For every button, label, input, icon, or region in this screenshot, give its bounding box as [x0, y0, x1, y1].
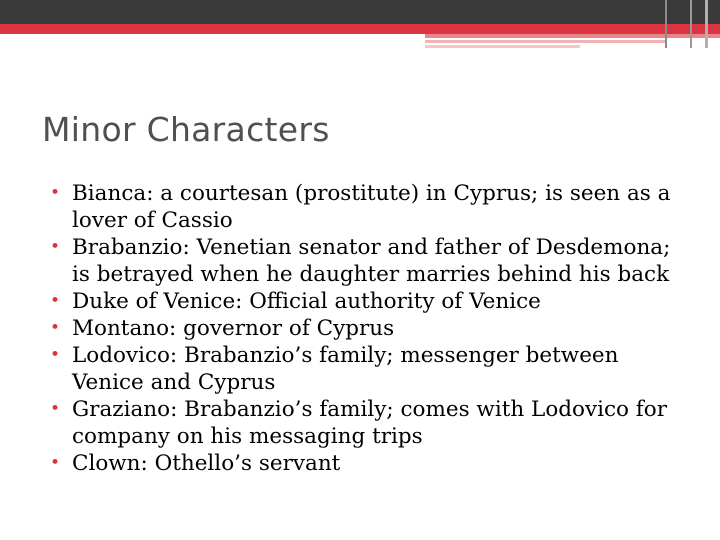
- bullet-text: Clown: Othello’s servant: [72, 451, 341, 476]
- bullet-dot-icon: •: [50, 237, 61, 257]
- bullet-text: Graziano: Brabanzio’s family; comes with Lodovico for company on his messaging trips: [72, 397, 667, 449]
- header-deco-bar: [690, 0, 692, 48]
- bullet-item: [44, 342, 694, 396]
- bullet-item: [44, 180, 694, 234]
- header-accent-stripe: [0, 24, 720, 34]
- bullet-dot-icon: •: [50, 453, 61, 473]
- bullet-dot-icon: •: [50, 291, 61, 311]
- bullet-text: Bianca: a courtesan (prostitute) in Cyprus; is seen as a lover of Cassio: [72, 181, 671, 233]
- header-bar: [0, 0, 720, 24]
- bullet-item: [44, 450, 694, 477]
- slide-title: Minor Characters: [42, 110, 330, 149]
- bullet-item: [44, 234, 694, 288]
- header-deco-line: [425, 34, 720, 38]
- bullet-item: [44, 315, 694, 342]
- header-deco-bar: [665, 0, 667, 48]
- bullet-dot-icon: •: [50, 399, 61, 419]
- bullet-list: [44, 180, 694, 477]
- bullet-item: [44, 288, 694, 315]
- bullet-dot-icon: •: [50, 183, 61, 203]
- header-deco-bar: [705, 0, 708, 48]
- bullet-item: [44, 396, 694, 450]
- header-deco-line: [425, 45, 580, 48]
- bullet-text: Brabanzio: Venetian senator and father of Desdemona; is betrayed when he daughter marries behind his back: [72, 235, 671, 287]
- bullet-dot-icon: •: [50, 318, 61, 338]
- bullet-text: Montano: governor of Cyprus: [72, 316, 395, 341]
- bullet-text: Lodovico: Brabanzio’s family; messenger between Venice and Cyprus: [72, 343, 619, 395]
- bullet-dot-icon: •: [50, 345, 61, 365]
- bullet-text: Duke of Venice: Official authority of Venice: [72, 289, 541, 314]
- header-deco-line: [425, 40, 665, 43]
